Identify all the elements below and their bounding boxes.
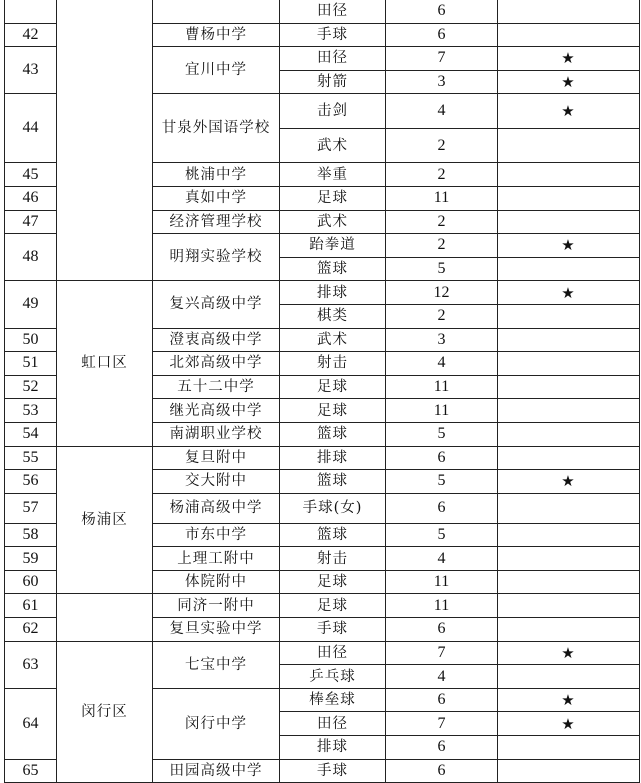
sport-name: 田径 xyxy=(280,0,386,23)
school-name: 同济一附中 xyxy=(153,594,280,618)
school-name: 宜川中学 xyxy=(153,47,280,94)
sport-name: 武术 xyxy=(280,128,386,163)
sport-name: 跆拳道 xyxy=(280,234,386,258)
school-sports-table xyxy=(4,0,640,783)
row-number: 49 xyxy=(5,281,57,328)
star-mark xyxy=(498,210,640,234)
star-mark: ★ xyxy=(498,94,640,129)
school-name: 曹杨中学 xyxy=(153,23,280,47)
district-cell: 杨浦区 xyxy=(57,446,153,594)
sport-name: 篮球 xyxy=(280,257,386,281)
quota-count: 5 xyxy=(386,257,498,281)
quota-count: 2 xyxy=(386,304,498,328)
quota-count: 6 xyxy=(386,759,498,783)
sport-name: 棒垒球 xyxy=(280,688,386,712)
quota-count: 11 xyxy=(386,186,498,210)
school-name: 闵行中学 xyxy=(153,688,280,759)
sport-name: 手球(女) xyxy=(280,493,386,523)
star-mark: ★ xyxy=(498,47,640,71)
sport-name: 田径 xyxy=(280,641,386,665)
quota-count: 7 xyxy=(386,47,498,71)
star-mark xyxy=(498,0,640,23)
table-row xyxy=(5,281,640,305)
table-row xyxy=(5,594,640,618)
sport-name: 棋类 xyxy=(280,304,386,328)
sport-name: 田径 xyxy=(280,712,386,736)
row-number: 45 xyxy=(5,163,57,187)
star-mark xyxy=(498,523,640,547)
row-number: 64 xyxy=(5,688,57,759)
star-mark xyxy=(498,257,640,281)
row-number: 61 xyxy=(5,594,57,618)
district-cell: 虹口区 xyxy=(57,281,153,446)
row-number: 50 xyxy=(5,328,57,352)
table-row xyxy=(5,0,640,23)
sport-name: 排球 xyxy=(280,446,386,470)
star-mark xyxy=(498,186,640,210)
district-cell xyxy=(57,594,153,641)
row-number: 63 xyxy=(5,641,57,688)
star-mark xyxy=(498,493,640,523)
row-number: 57 xyxy=(5,493,57,523)
star-mark: ★ xyxy=(498,70,640,94)
quota-count: 5 xyxy=(386,523,498,547)
school-name: 复旦附中 xyxy=(153,446,280,470)
quota-count: 6 xyxy=(386,0,498,23)
school-name: 北郊高级中学 xyxy=(153,352,280,376)
sport-name: 手球 xyxy=(280,23,386,47)
school-name: 甘泉外国语学校 xyxy=(153,94,280,163)
row-number: 47 xyxy=(5,210,57,234)
sport-name: 手球 xyxy=(280,618,386,642)
row-number: 54 xyxy=(5,422,57,446)
star-mark xyxy=(498,665,640,689)
school-name: 桃浦中学 xyxy=(153,163,280,187)
row-number: 60 xyxy=(5,570,57,594)
quota-count: 2 xyxy=(386,163,498,187)
quota-count: 6 xyxy=(386,23,498,47)
school-name: 复旦实验中学 xyxy=(153,618,280,642)
school-name: 市东中学 xyxy=(153,523,280,547)
school-name: 交大附中 xyxy=(153,470,280,494)
quota-count: 4 xyxy=(386,547,498,571)
star-mark xyxy=(498,570,640,594)
district-cell: 闵行区 xyxy=(57,641,153,783)
star-mark xyxy=(498,304,640,328)
row-number: 46 xyxy=(5,186,57,210)
sport-name: 排球 xyxy=(280,281,386,305)
quota-count: 6 xyxy=(386,618,498,642)
star-mark xyxy=(498,547,640,571)
school-name: 真如中学 xyxy=(153,186,280,210)
school-name: 明翔实验学校 xyxy=(153,234,280,281)
star-mark xyxy=(498,736,640,760)
row-number: 55 xyxy=(5,446,57,470)
sport-name: 足球 xyxy=(280,594,386,618)
sport-name: 足球 xyxy=(280,399,386,423)
school-name: 复兴高级中学 xyxy=(153,281,280,328)
school-name: 杨浦高级中学 xyxy=(153,493,280,523)
row-number xyxy=(5,0,57,23)
quota-count: 6 xyxy=(386,446,498,470)
sport-name: 足球 xyxy=(280,375,386,399)
sport-name: 足球 xyxy=(280,186,386,210)
star-mark xyxy=(498,128,640,163)
table-row xyxy=(5,641,640,665)
sport-name: 手球 xyxy=(280,759,386,783)
sport-name: 乒乓球 xyxy=(280,665,386,689)
star-mark xyxy=(498,446,640,470)
sport-name: 射箭 xyxy=(280,70,386,94)
sport-name: 田径 xyxy=(280,47,386,71)
quota-count: 11 xyxy=(386,594,498,618)
quota-count: 7 xyxy=(386,712,498,736)
quota-count: 6 xyxy=(386,493,498,523)
row-number: 59 xyxy=(5,547,57,571)
school-name: 南湖职业学校 xyxy=(153,422,280,446)
school-name xyxy=(153,0,280,23)
quota-count: 4 xyxy=(386,94,498,129)
quota-count: 5 xyxy=(386,470,498,494)
sport-name: 足球 xyxy=(280,570,386,594)
row-number: 58 xyxy=(5,523,57,547)
sport-name: 篮球 xyxy=(280,470,386,494)
star-mark xyxy=(498,594,640,618)
row-number: 53 xyxy=(5,399,57,423)
sport-name: 篮球 xyxy=(280,523,386,547)
sport-name: 射击 xyxy=(280,547,386,571)
star-mark: ★ xyxy=(498,641,640,665)
sport-name: 举重 xyxy=(280,163,386,187)
sport-name: 击剑 xyxy=(280,94,386,129)
star-mark: ★ xyxy=(498,281,640,305)
star-mark: ★ xyxy=(498,712,640,736)
star-mark xyxy=(498,618,640,642)
star-mark xyxy=(498,352,640,376)
star-mark xyxy=(498,422,640,446)
school-name: 七宝中学 xyxy=(153,641,280,688)
star-mark: ★ xyxy=(498,470,640,494)
quota-count: 6 xyxy=(386,688,498,712)
row-number: 56 xyxy=(5,470,57,494)
district-cell xyxy=(57,0,153,281)
row-number: 43 xyxy=(5,47,57,94)
sport-name: 排球 xyxy=(280,736,386,760)
quota-count: 2 xyxy=(386,210,498,234)
quota-count: 2 xyxy=(386,128,498,163)
row-number: 65 xyxy=(5,759,57,783)
quota-count: 6 xyxy=(386,736,498,760)
quota-count: 7 xyxy=(386,641,498,665)
star-mark: ★ xyxy=(498,234,640,258)
quota-count: 11 xyxy=(386,375,498,399)
school-name: 澄衷高级中学 xyxy=(153,328,280,352)
row-number: 48 xyxy=(5,234,57,281)
quota-count: 5 xyxy=(386,422,498,446)
school-name: 五十二中学 xyxy=(153,375,280,399)
sport-name: 武术 xyxy=(280,210,386,234)
sport-name: 射击 xyxy=(280,352,386,376)
school-name: 体院附中 xyxy=(153,570,280,594)
quota-count: 12 xyxy=(386,281,498,305)
sport-name: 武术 xyxy=(280,328,386,352)
sport-name: 篮球 xyxy=(280,422,386,446)
row-number: 62 xyxy=(5,618,57,642)
quota-count: 4 xyxy=(386,665,498,689)
star-mark xyxy=(498,399,640,423)
quota-count: 11 xyxy=(386,399,498,423)
star-mark: ★ xyxy=(498,688,640,712)
star-mark xyxy=(498,23,640,47)
quota-count: 2 xyxy=(386,234,498,258)
row-number: 42 xyxy=(5,23,57,47)
star-mark xyxy=(498,759,640,783)
star-mark xyxy=(498,375,640,399)
school-name: 经济管理学校 xyxy=(153,210,280,234)
row-number: 52 xyxy=(5,375,57,399)
quota-count: 3 xyxy=(386,70,498,94)
school-name: 田园高级中学 xyxy=(153,759,280,783)
row-number: 51 xyxy=(5,352,57,376)
quota-count: 3 xyxy=(386,328,498,352)
school-name: 继光高级中学 xyxy=(153,399,280,423)
school-name: 上理工附中 xyxy=(153,547,280,571)
table-row xyxy=(5,446,640,470)
star-mark xyxy=(498,163,640,187)
row-number: 44 xyxy=(5,94,57,163)
quota-count: 11 xyxy=(386,570,498,594)
star-mark xyxy=(498,328,640,352)
quota-count: 4 xyxy=(386,352,498,376)
